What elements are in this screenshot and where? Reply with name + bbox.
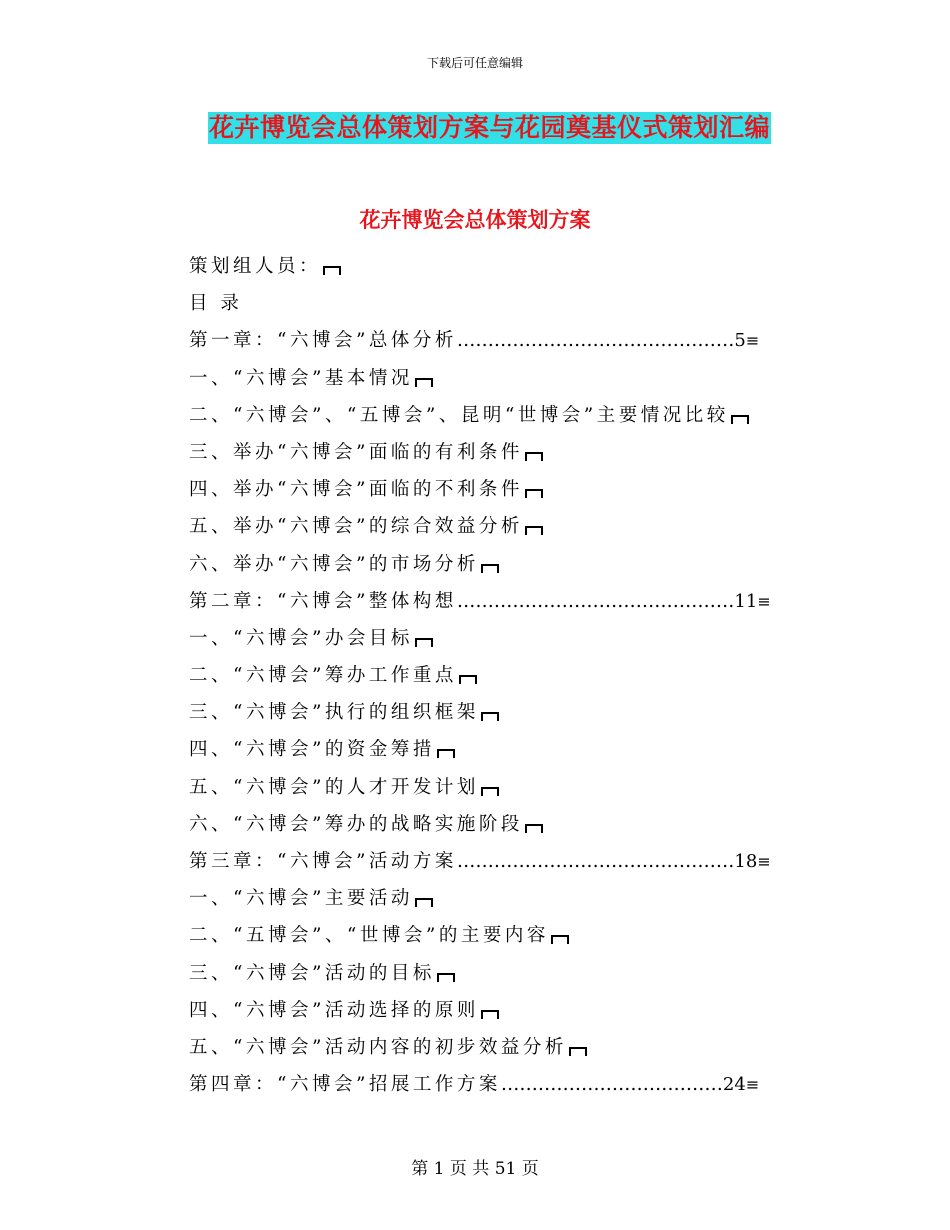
end-mark-icon: ≡ [757,591,771,611]
toc-section-entry [189,917,809,954]
planner-line [189,248,809,285]
toc-entry-text: 三、“六博会”活动的目标 [189,962,435,984]
toc-chapter-entry [189,843,809,880]
toc-entry-text: 六、“六博会”筹办的战略实施阶段 [189,813,523,835]
toc-section-entry [189,880,809,917]
header-note: 下载后可任意编辑 [426,56,523,70]
toc-page-number: 5 [734,330,746,352]
toc-list [189,322,809,1103]
end-mark-icon: ≡ [757,852,771,871]
toc-page-number: 11 [734,590,758,612]
toc-entry-text: 第四章：“六博会”招展工作方案 [189,1074,501,1096]
paragraph-mark-icon [415,638,433,647]
page-footer: 第 1 页 共 51 页 [411,1159,539,1179]
toc-leader: ……………………………………… [456,330,735,352]
toc-entry-text: 四、“六博会”的资金筹措 [189,739,435,761]
toc-entry-text: 一、“六博会”办会目标 [189,627,413,649]
paragraph-mark-icon [481,712,499,721]
toc-entry-text: 五、“六博会”活动内容的初步效益分析 [189,1036,567,1058]
planner-label: 策划组人员： [189,256,322,277]
toc-section-entry [189,471,809,508]
end-mark-icon: ≡ [745,1075,760,1095]
toc-entry-text: 一、“六博会”基本情况 [189,367,413,389]
main-title: 花卉博览会总体策划方案与花园奠基仪式策划汇编 [209,113,771,142]
toc-section-entry [189,769,809,806]
toc-entry-text: 第二章：“六博会”整体构想 [189,590,457,612]
document-body [189,248,809,1103]
toc-page-number: 24 [722,1074,746,1096]
toc-section-entry [189,731,809,768]
toc-leader: ……………………………… [500,1074,723,1096]
toc-entry-text: 五、举办“六博会”的综合效益分析 [189,516,523,538]
paragraph-mark-icon [551,935,569,944]
paragraph-mark-icon [437,749,455,758]
toc-leader: ……………………………………… [456,851,735,872]
toc-heading: 目 录 [189,293,243,315]
toc-entry-text: 三、“六博会”执行的组织框架 [189,702,479,724]
toc-entry-text: 三、举办“六博会”面临的有利条件 [189,441,523,463]
toc-page-number: 18 [734,851,758,872]
paragraph-mark-icon [525,526,543,535]
toc-section-entry [189,955,809,992]
paragraph-mark-icon [459,675,477,684]
toc-section-entry [189,397,809,434]
toc-section-entry [189,546,809,583]
toc-entry-text: 二、“六博会”筹办工作重点 [189,665,457,687]
toc-entry-text: 第三章：“六博会”活动方案 [189,851,457,872]
paragraph-mark-icon [481,564,499,573]
paragraph-mark-icon [481,1010,499,1019]
toc-leader: ……………………………………… [456,590,735,612]
paragraph-mark-icon [525,824,543,833]
paragraph-mark-icon [437,973,455,982]
toc-chapter-entry [189,583,809,620]
toc-chapter-entry [189,1066,809,1103]
toc-section-entry [189,360,809,397]
toc-section-entry [189,992,809,1029]
toc-entry-text: 六、举办“六博会”的市场分析 [189,553,479,575]
toc-section-entry [189,1029,809,1066]
paragraph-mark-icon [323,266,341,275]
sub-title: 花卉博览会总体策划方案 [359,207,591,232]
paragraph-mark-icon [525,489,543,498]
toc-entry-text: 二、“五博会”、“世博会”的主要内容 [189,925,549,947]
toc-entry-text: 二、“六博会”、“五博会”、昆明“世博会”主要情况比较 [189,404,729,426]
paragraph-mark-icon [731,415,749,424]
toc-entry-text: 五、“六博会”的人才开发计划 [189,776,479,798]
toc-section-entry [189,657,809,694]
toc-entry-text: 四、“六博会”活动选择的原则 [189,999,479,1021]
toc-section-entry [189,694,809,731]
toc-section-entry [189,508,809,545]
toc-entry-text: 第一章：“六博会”总体分析 [189,330,457,352]
paragraph-mark-icon [415,898,433,907]
paragraph-mark-icon [481,787,499,796]
paragraph-mark-icon [415,378,433,387]
toc-entry-text: 四、举办“六博会”面临的不利条件 [189,479,523,501]
paragraph-mark-icon [569,1047,587,1056]
main-title-wrap [208,112,771,144]
toc-entry-text: 一、“六博会”主要活动 [189,888,413,910]
toc-chapter-entry [189,322,809,359]
toc-section-entry [189,434,809,471]
end-mark-icon: ≡ [745,331,760,351]
paragraph-mark-icon [525,452,543,461]
toc-section-entry [189,806,809,843]
toc-section-entry [189,620,809,657]
